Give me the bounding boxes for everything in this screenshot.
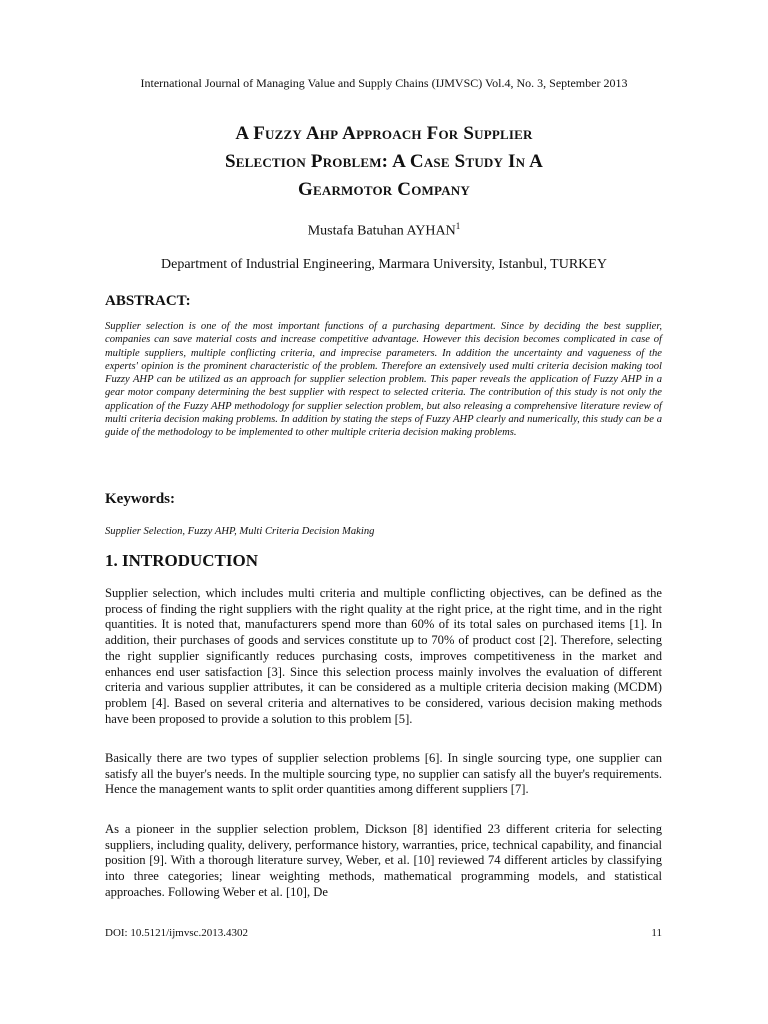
abstract-text: Supplier selection is one of the most important functions of a purchasing department. Since by deciding the best supplier, companies can save material costs and increase competitive advantage. However this decision becomes complicated in case of multiple suppliers, multiple conflicting criteria, and imprecise parameters. In addition the uncertainty and vagueness of the experts' opinion is the prominent characteristic of the problem. Therefore an extensively used multi criteria decision making tool Fuzzy AHP can be utilized as an approach for supplier selection problem. This paper reveals the application of Fuzzy AHP in a gear motor company determining the best supplier with respect to selected criteria. The contribution of this study is not only the application of the Fuzzy AHP methodology for supplier selection problem, but also releasing a comprehensive literature review of multi criteria decision making problems. In addition by stating the steps of Fuzzy AHP clearly and numerically, this study can be a guide of the methodology to be implemented to other multiple criteria decision making problems. — [105, 321, 662, 439]
paper-title — [84, 120, 684, 204]
author-line — [0, 221, 768, 240]
introduction-paragraph-2: Basically there are two types of supplier selection problems [6]. In single sourcing type, one supplier can satisfy all the buyer's needs. In the multiple sourcing type, no supplier can satisfy all the buyer's requirements. Hence the management wants to split order quantities among different suppliers [7]. — [105, 751, 662, 797]
footer-doi: DOI: 10.5121/ijmvsc.2013.4302 — [105, 927, 248, 939]
title-line-3: Gearmotor Company — [298, 179, 470, 200]
keywords-heading: Keywords: — [105, 491, 175, 507]
title-line-2: Selection Problem: A Case Study In A — [224, 151, 544, 172]
page-number: 11 — [651, 927, 662, 939]
introduction-paragraph-3: As a pioneer in the supplier selection problem, Dickson [8] identified 23 different criteria for selecting suppliers, including quality, delivery, performance history, warranties, price, technical capability, and financial position [9]. With a thorough literature survey, Weber, et al. [10] reviewed 74 different articles by classifying into three categories; linear weighting methods, mathematical programming models, and statistical approaches. Following Weber et al. [10], De — [105, 822, 662, 899]
author-name: Mustafa Batuhan AYHAN — [307, 223, 456, 239]
abstract-heading: ABSTRACT: — [105, 293, 191, 309]
journal-header: International Journal of Managing Value and Supply Chains (IJMVSC) Vol.4, No. 3, September 2013 — [140, 76, 628, 90]
keywords-text: Supplier Selection, Fuzzy AHP, Multi Criteria Decision Making — [105, 526, 375, 537]
author-affiliation-mark: 1 — [455, 221, 461, 231]
author-affiliation: Department of Industrial Engineering, Marmara University, Istanbul, TURKEY — [161, 257, 607, 272]
introduction-heading: 1. INTRODUCTION — [105, 551, 259, 570]
introduction-paragraph-1: Supplier selection, which includes multi criteria and multiple conflicting objectives, can be defined as the process of finding the right suppliers with the right quality at the right price, at the right time, and in the right quantities. It is noted that, manufacturers spend more than 60% of its total sales on purchased items [1]. In addition, their purchases of goods and services constitute up to 70% of product cost [2]. Therefore, selecting the right supplier significantly reduces purchasing costs, improves competitiveness in the market and enhances end user satisfaction [3]. Since this selection process mainly involves the evaluation of different criteria and various supplier attributes, it can be considered as a multiple criteria decision making (MCDM) problem [4]. Based on several criteria and alternatives to be considered, various decision making methods have been proposed to provide a solution to this problem [5]. — [105, 586, 662, 726]
title-line-1: A Fuzzy Ahp Approach For Supplier — [235, 123, 533, 144]
